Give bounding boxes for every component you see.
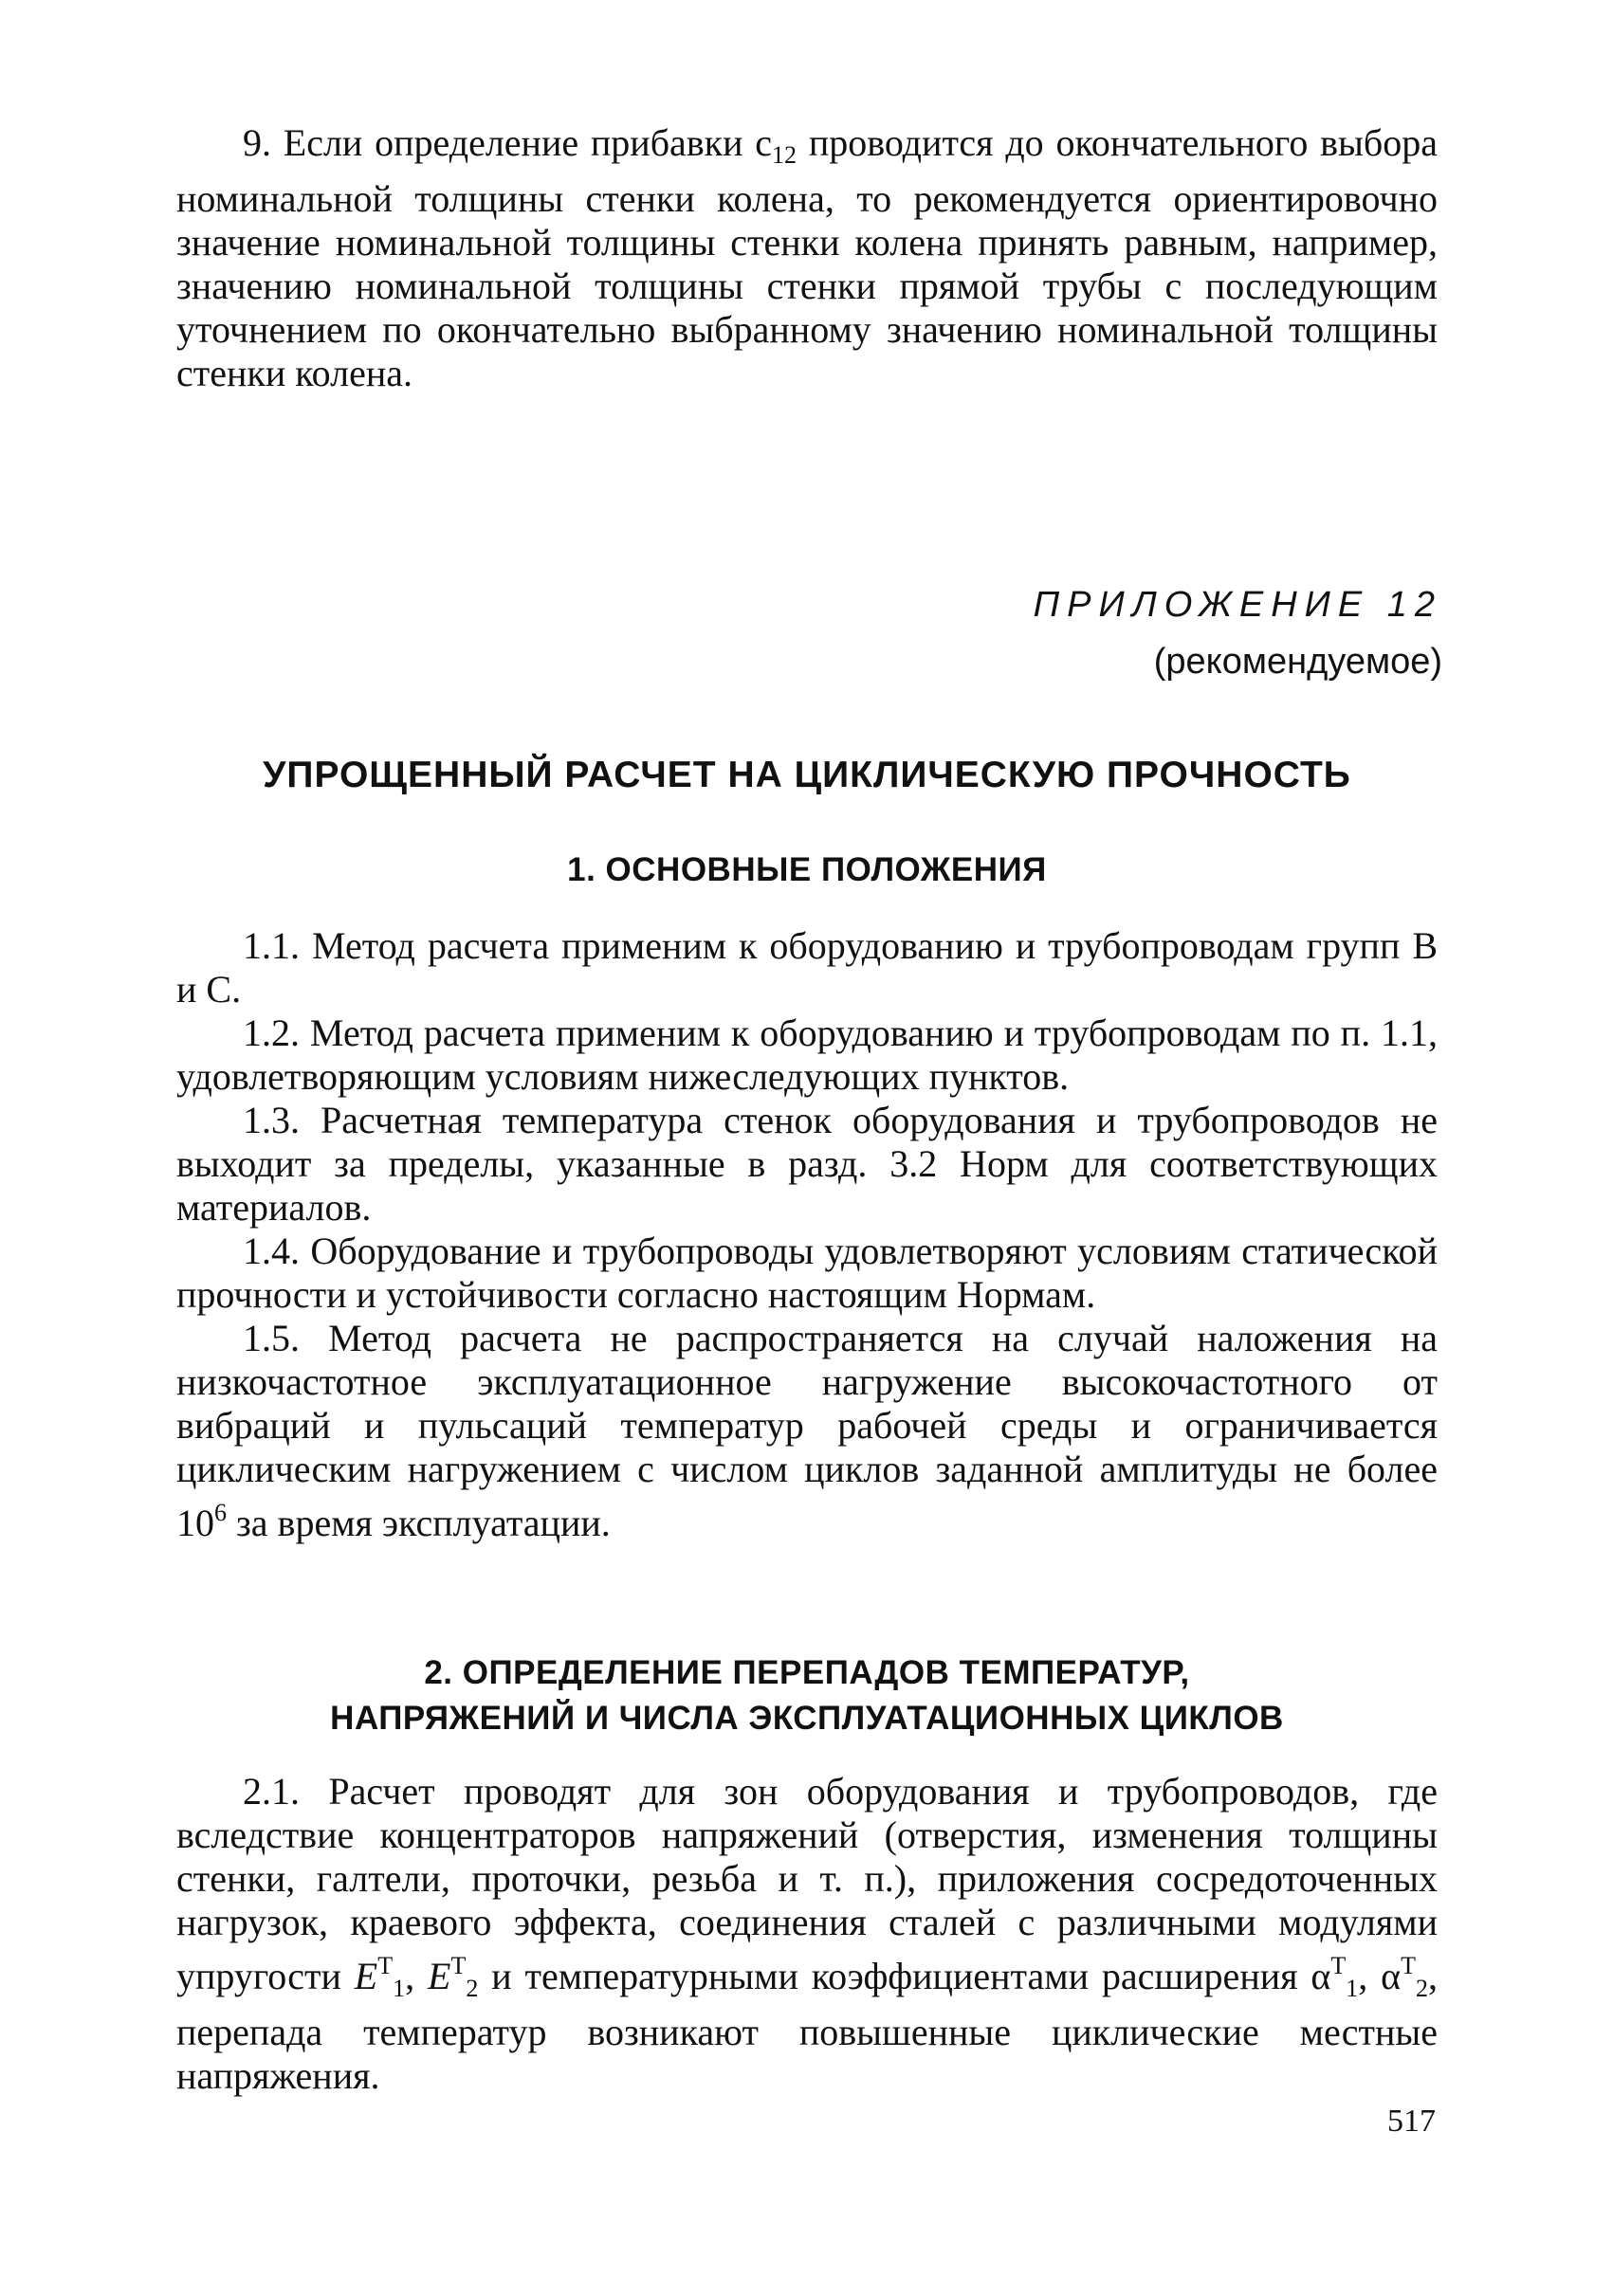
paragraph-2-1-text: 2.1. Расчет проводят для зон оборудования и трубопроводов, где вследствие концентраторов напряжений (отверстия, изменения толщины стенки, галтели, проточки, резьба и т. п.), приложения сосредоточенных нагрузок, краевого эффекта, соединения сталей с различными модулями упругости (176, 1770, 1438, 1997)
paragraph-1-5-end: за время эксплуатации. (227, 1502, 611, 1544)
intro-paragraph (176, 121, 1438, 395)
alpha-2: $\alpha^T_2$ (1381, 1952, 1428, 2002)
paragraph-2-1-middle: и температурными коэффициентами расширения (478, 1955, 1311, 1997)
paragraph-1-2: 1.2. Метод расчета применим к оборудованию и трубопроводам по п. 1.1, удовлетворяющим условиям нижеследующих пунктов. (176, 1011, 1438, 1098)
paragraph-2-1: 2.1. Расчет проводят для зон оборудования и трубопроводов, где вследствие концентраторов напряжений (отверстия, изменения толщины стенки, галтели, проточки, резьба и т. п.), приложения сосредоточенных нагрузок, краевого эффекта, соединения сталей с различными модулями упругости $E^T_1$, $E^T_2$ и температурными коэффициентами расширения $\alpha^T_1$, $\alpha^T_2$, перепада температур возникают повышенные циклические местные напряжения. (176, 1770, 1438, 2097)
intro-text-after: проводится до окончательного выбора номинальной толщины стенки колена, то рекомендуется ориентировочно значение номинальной толщины стенки колена принять равным, например, значению номинальной толщины стенки прямой трубы с последующим уточнением по окончательно выбранному значению номинальной толщины стенки колена. (176, 121, 1438, 394)
section2-heading-line1: 2. ОПРЕДЕЛЕНИЕ ПЕРЕПАДОВ ТЕМПЕРАТУР, (424, 1654, 1190, 1691)
section2-heading-line2: НАПРЯЖЕНИЙ И ЧИСЛА ЭКСПЛУАТАЦИОННЫХ ЦИКЛОВ (330, 1700, 1284, 1737)
section2-heading (176, 1650, 1438, 1741)
document-title: УПРОЩЕННЫЙ РАСЧЕТ НА ЦИКЛИЧЕСКУЮ ПРОЧНОСТЬ (263, 755, 1351, 795)
section1-heading: 1. ОСНОВНЫЕ ПОЛОЖЕНИЯ (567, 851, 1047, 888)
alpha-1: $\alpha^T_1$ (1311, 1952, 1359, 2002)
intro-subscript: 12 (772, 141, 797, 169)
paragraph-2-1-end: , перепада температур возникают повышенные циклические местные напряжения. (176, 1955, 1438, 2097)
paragraph-1-3: 1.3. Расчетная температура стенок оборудования и трубопроводов не выходит за пределы, указанные в разд. 3.2 Норм для соответствующих материалов. (176, 1099, 1438, 1229)
paragraph-1-5-text: 1.5. Метод расчета не распространяется на случай наложения на низкочастотное эксплуатационное нагружение высокочастотного от вибраций и пульсаций температур рабочей среды и ограничивается циклическим нагружением с числом циклов заданной амплитуды не более 10 (176, 1317, 1438, 1544)
paragraph-1-4: 1.4. Оборудование и трубопроводы удовлетворяют условиям статической прочности и устойчивости согласно настоящим Нормам. (176, 1230, 1438, 1316)
intro-text-before: 9. Если определение прибавки c (243, 121, 773, 164)
appendix-block (1034, 576, 1442, 690)
appendix-note: (рекомендуемое) (1153, 642, 1442, 682)
paragraph-1-5-exponent: 6 (214, 1499, 227, 1526)
modulus-e2: $E^T_2$ (428, 1952, 479, 2002)
section1-body (176, 924, 1438, 1545)
paragraph-1-5 (176, 1317, 1438, 1545)
appendix-label: ПРИЛОЖЕНИЕ 12 (1033, 585, 1442, 625)
paragraph-1-1: 1.1. Метод расчета применим к оборудованию и трубопроводам групп В и С. (176, 924, 1438, 1011)
modulus-e1: $E^T_1$ (354, 1952, 406, 2002)
page-number: 517 (1387, 2104, 1436, 2139)
